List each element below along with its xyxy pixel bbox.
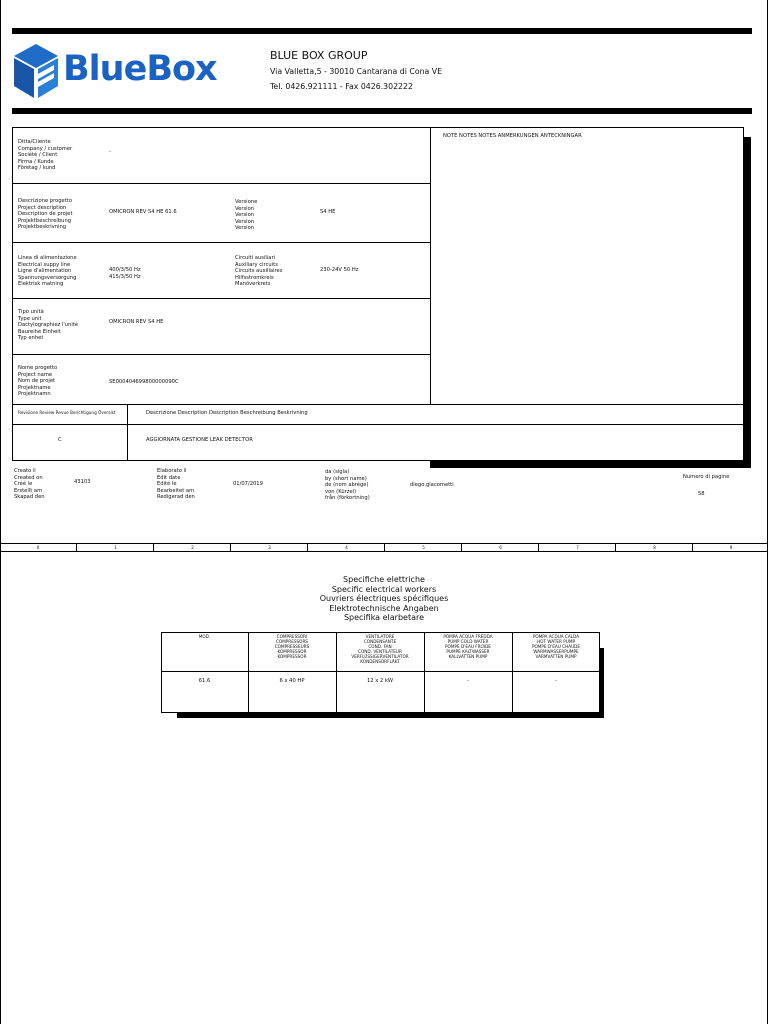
by-labels: da (sigla) by (short name) de (nom abrégé) von (Kürzel) från (förkortning): [325, 469, 370, 501]
spec-header-cell: COMPRESSORI COMPRESSORS COMPRESSEURS KOMPRESSOR KOMPRESSOR: [274, 634, 310, 659]
spec-row-cell: -: [467, 678, 469, 684]
bluebox-logo-icon: [14, 44, 58, 98]
aux-value: 230-24V 50 Hz: [320, 267, 359, 273]
ruler-cell: 5: [384, 543, 462, 552]
spec-title-line: Elektrotechnische Angaben: [329, 603, 439, 613]
ruler-cell: 2: [153, 543, 231, 552]
pages-label: Numero di pagine: [683, 474, 730, 480]
spec-header-cell: MOD.: [198, 634, 211, 639]
row-divider: [12, 404, 744, 405]
header-bottom-bar: [12, 108, 752, 114]
ruler-cell: 1: [76, 543, 154, 552]
ruler-cell: 6: [461, 543, 539, 552]
company-name: BLUE BOX GROUP: [270, 49, 368, 62]
by-value: diego.giacometti: [410, 482, 454, 488]
client-value: -: [109, 149, 111, 155]
ruler-cell: 9: [692, 543, 768, 552]
row-divider: [12, 424, 744, 425]
spec-header-cell: VENTILATORE CONDENSANTE COND. FAN COND. VENTILATEUR VERFLÜSSIGERVENTILATOR KONDENSORFLÄKT: [351, 634, 409, 664]
version-value: S4 HE: [320, 209, 336, 215]
spec-row-cell: 6 x 40 HP: [279, 678, 305, 684]
version-labels: Versione Version Version Version Version: [235, 199, 258, 231]
ruler-cell: 4: [307, 543, 385, 552]
project-desc-value: OMICRON REV S4 HE 61.6: [109, 209, 177, 215]
description-header: Descrizione Description Description Beschreibung Beskrivning: [146, 410, 308, 416]
row-divider: [12, 298, 430, 299]
unit-type-labels: Tipo unità Type unit Dactylographiez l'unité Baureihe Einheit Typ enhet: [18, 309, 79, 341]
spec-title-line: Ouvriers électriques spécifiques: [319, 594, 449, 604]
unit-type-value: OMICRON REV S4 HE: [109, 319, 164, 325]
notes-area: [430, 127, 744, 405]
spec-title-line: Specific electrical workers: [331, 584, 437, 594]
power-value: 400/3/50 Hz 415/3/50 Hz: [109, 267, 141, 280]
power-labels: Linea di alimentazione Electrical suppy line Ligne d'alimentation Spannungsversorgung Elektrisk matning: [18, 255, 77, 287]
ruler-cell: 8: [615, 543, 693, 552]
spec-row-cell: 12 x 2 kW: [366, 678, 394, 684]
spec-table-header-divider: [161, 671, 600, 672]
row-divider: [12, 183, 430, 184]
created-value: 43103: [74, 479, 91, 485]
created-labels: Creato il Created on Créé le Erstellt am Skapad den: [14, 468, 45, 500]
notes-divider: [430, 127, 431, 405]
ruler-cell: 0: [36, 545, 40, 550]
logo-text: BlueBox: [63, 49, 217, 89]
project-name-labels: Nome progetto Project name Nom de projet Projektname Projektnamn: [18, 365, 58, 397]
spec-header-cell: POMPA ACQUA FREDDA PUMP COLD WATER POMPE D'EAU FROIDE PUMPE KALTWASSER KALLVATTEN PUMP: [443, 634, 493, 659]
row-divider: [12, 242, 430, 243]
pages-value: 58: [698, 491, 705, 497]
ruler-cell: 3: [230, 543, 308, 552]
project-desc-labels: Descrizione progetto Project description Description de projet Projektbeschreibung Projektbeskrivning: [18, 198, 73, 230]
project-name-value: SE000404699800000090C: [109, 379, 179, 385]
form-right-edge: [743, 127, 744, 461]
spec-row-cell: 61.6: [198, 678, 211, 684]
revision-header: Revisione Review Revue Berichtigung Översikt: [18, 410, 116, 415]
header-top-bar: [12, 28, 752, 34]
spec-title-line: Specifika elarbetare: [343, 613, 425, 623]
spec-row-cell: -: [555, 678, 557, 684]
spec-header-cell: POMPA ACQUA CALDA HOT WATER PUMP POMPE D'EAU CHAUDE WARMWASSERPUMPE VARMVATTEN PUMP: [531, 634, 581, 659]
aux-labels: Circuiti ausiliari Auxiliary circuits Circuits auxiliaires Hilfsstromkreis Manöverkrets: [235, 255, 283, 287]
page-border-left: [0, 0, 1, 1024]
spec-title-line: Specifiche elettriche: [343, 575, 425, 584]
company-address: Via Valletta,5 - 30010 Cantarana di Cona VE: [270, 67, 443, 76]
notes-header: NOTE NOTES NOTES ANMERKUNGEN ANTECKNINGAR: [443, 133, 582, 139]
edited-value: 01/07/2019: [233, 481, 263, 487]
client-labels: Ditta/Cliente Company / customer Société / Client Firma / Kunde Företag / kund: [18, 139, 73, 171]
ruler-cell: 7: [538, 543, 616, 552]
description-value: AGGIORNATA GESTIONE LEAK DETECTOR: [146, 437, 253, 443]
revision-divider: [127, 404, 128, 461]
row-divider: [12, 354, 430, 355]
edited-labels: Elaborato il Edit date Edité le Bearbeitet am Redigerad den: [157, 468, 195, 500]
form-top-edge: [12, 127, 744, 128]
company-phone: Tel. 0426.921111 - Fax 0426.302222: [270, 82, 413, 91]
revision-value: C: [58, 437, 62, 443]
